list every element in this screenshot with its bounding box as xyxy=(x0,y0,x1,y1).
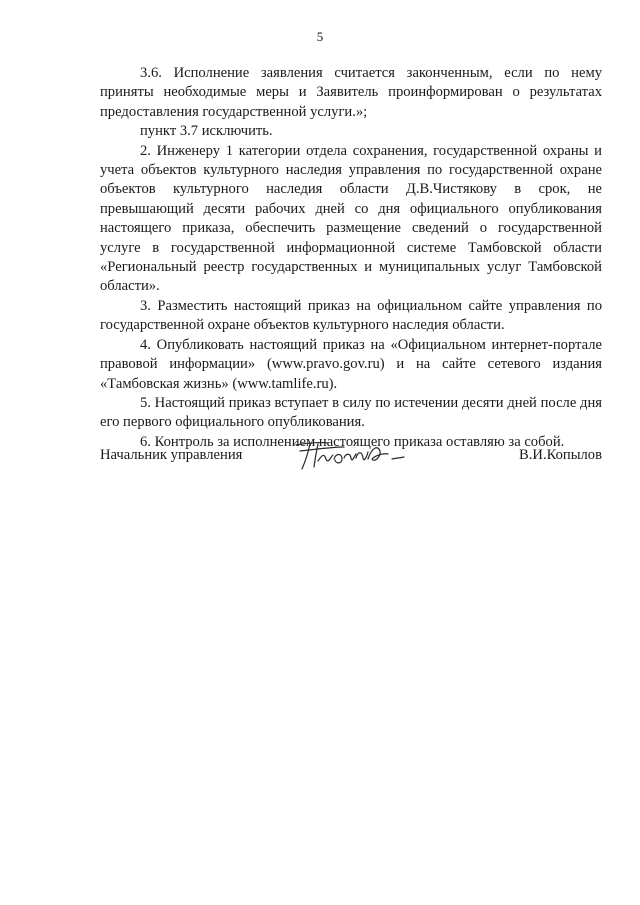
paragraph-3: 3. Разместить настоящий приказ на официальном сайте управления по государственной охране объектов культурного наследия области. xyxy=(100,297,602,334)
document-body xyxy=(100,64,602,452)
paragraph-point-3-7: пункт 3.7 исключить. xyxy=(140,123,273,140)
paragraph-2: 2. Инженеру 1 категории отдела сохранения, государственной охраны и учета объектов культурного наследия управления по государственной охране объектов культурного наследия области Д.В.Чистякову в срок, не превышающий десяти рабочих дней со дня официального опубликования настоящего приказа, обеспечить размещение сведений о государственной услуге в государственной информационной системе Тамбовской области «Региональный реестр государственных и муниципальных услуг Тамбовской области». xyxy=(100,142,602,295)
handwritten-signature-icon xyxy=(288,437,438,473)
signatory-position: Начальник управления xyxy=(100,447,243,463)
page-number: 5 xyxy=(316,29,324,44)
paragraph-4: 4. Опубликовать настоящий приказ на «Официальном интернет-портале правовой информации» (www.pravo.gov.ru) и на сайте сетевого издания «Тамбовская жизнь» (www.tamlife.ru). xyxy=(100,336,602,392)
signatory-name: В.И.Копылов xyxy=(519,447,602,463)
paragraph-3-6: 3.6. Исполнение заявления считается законченным, если по нему приняты необходимые меры и Заявитель проинформирован о результатах предоставления государственной услуги.»; xyxy=(100,65,602,120)
paragraph-5: 5. Настоящий приказ вступает в силу по истечении десяти дней после дня его первого официального опубликования. xyxy=(100,394,602,431)
signature-block xyxy=(100,437,602,477)
paragraph-6: 6. Контроль за исполнением настоящего приказа оставляю за собой. xyxy=(140,433,565,450)
